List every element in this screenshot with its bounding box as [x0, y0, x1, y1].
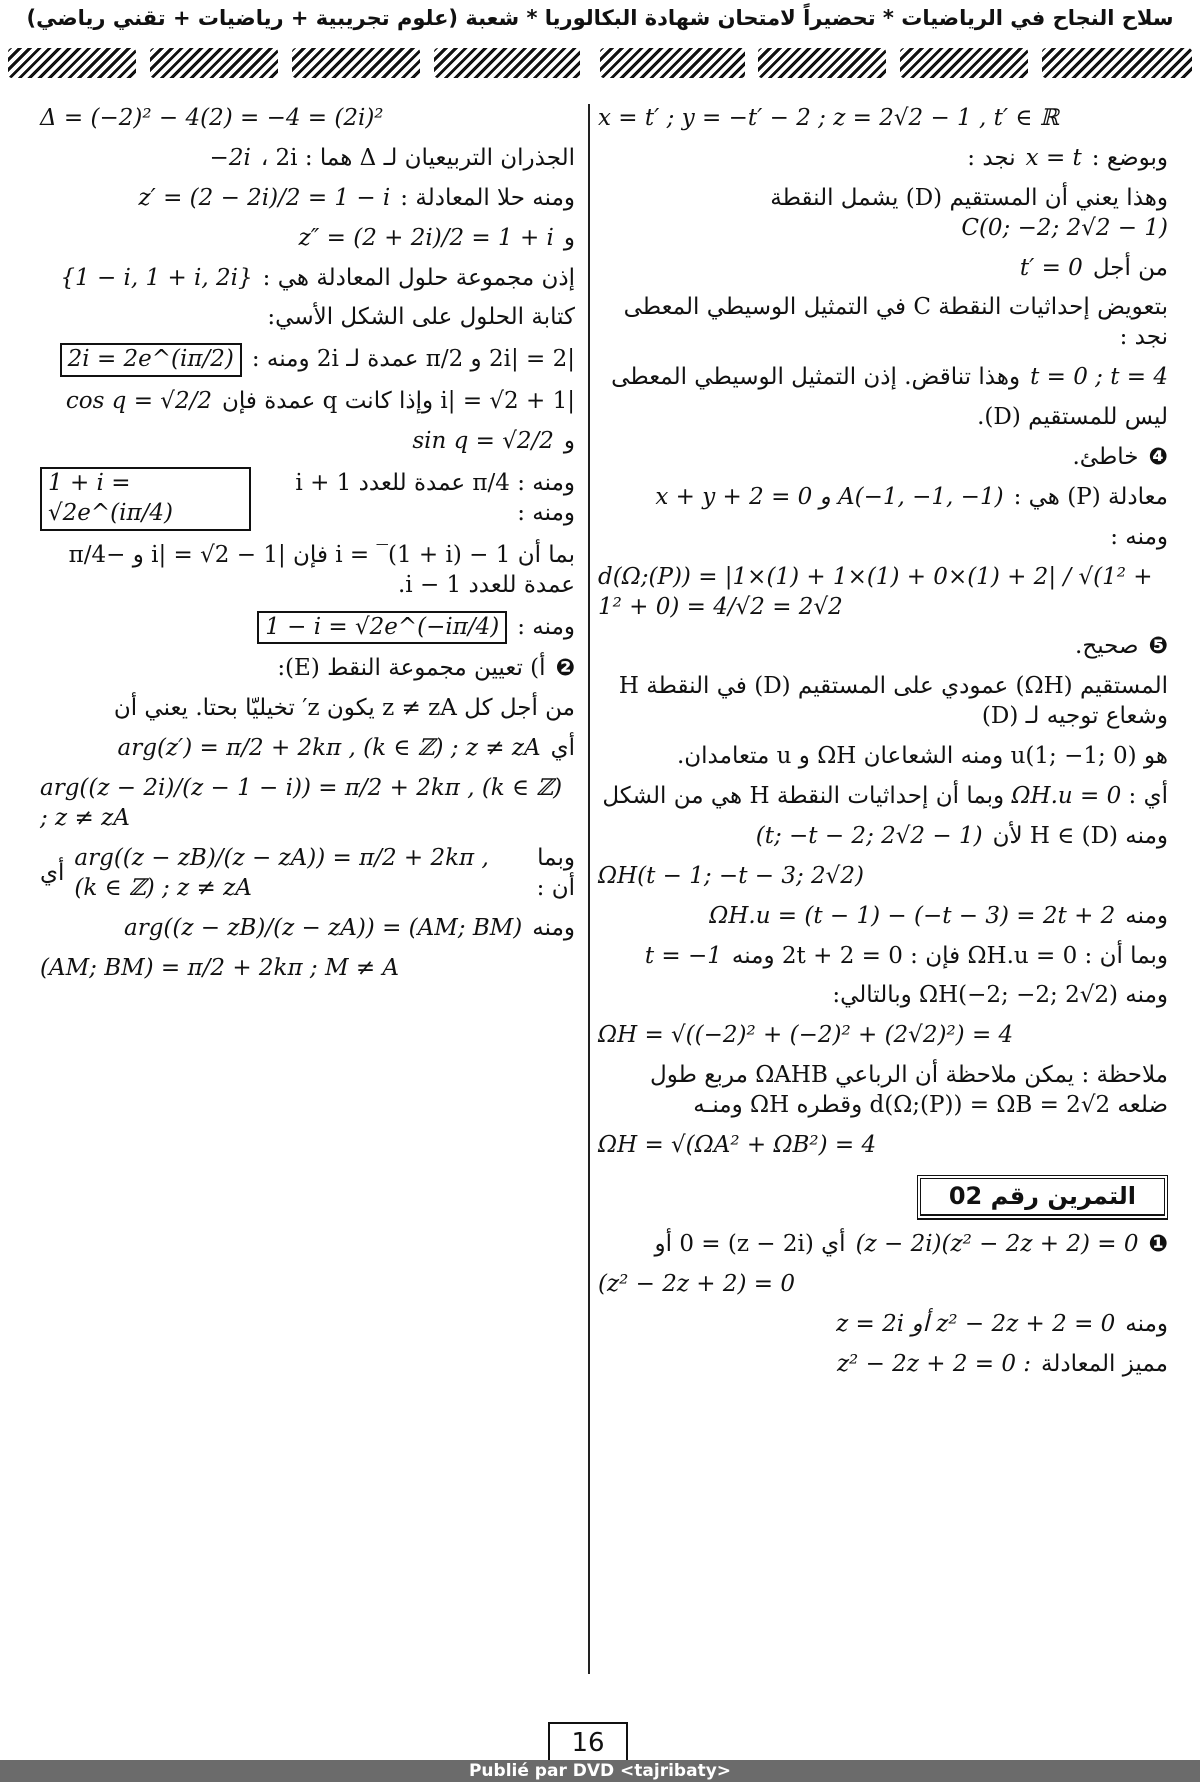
publisher-bar: Publié par DVD <tajribaty>	[0, 1760, 1200, 1782]
contradiction-line: t = 0 ; t = 4 وهذا تناقض. إذن التمثيل الوسيطي المعطى	[611, 364, 1168, 391]
solutions-split: ومنه z = 2i أو z² − 2z + 2 = 0	[836, 1310, 1168, 1337]
orthogonal-vectors-text: هو u(1; −1; 0) ومنه الشعاعان ΩH و u متعامدان.	[676, 743, 1168, 770]
not-representation-text: ليس للمستقيم (D).	[977, 404, 1168, 431]
equation-factored: ❶ (z − 2i)(z² − 2z + 2) = 0 أي (z − 2i) = 0 أو	[654, 1231, 1168, 1258]
arg-angle-equality: ومنه arg((z − zB)/(z − zA)) = (AM; BM)	[123, 914, 575, 941]
omega-h-diagonal: ΩH = √(ΩA² + ΩB²) = 4	[598, 1132, 877, 1159]
exp-form-1-minus-i: ومنه : 1 − i = √2e^(−iπ/4)	[40, 611, 575, 645]
column-divider	[588, 104, 590, 1674]
vector-result-line: ومنه ΩH(−2; −2; 2√2) وبالتالي:	[832, 982, 1168, 1009]
exercise-02-title: التمرين رقم 02	[917, 1175, 1168, 1220]
line-contains-point: وهذا يعني أن المستقيم (D) يشمل النقطة C(0; −2; 2√2 − 1)	[770, 184, 1168, 241]
omega-h-length: ΩH = √((−2)² + (−2)² + (2√2)²) = 4	[598, 1022, 1014, 1049]
arg-zb-za-system: وبما أن : arg((z − zB)/(z − zA)) = π/2 + 2kπ , (k ∈ ℤ) ; z ≠ zA أي	[40, 844, 575, 901]
solve-t-line: وبما أن : ΩH.u = 0 فإن : 2t + 2 = 0 ومنه t = −1	[644, 942, 1168, 969]
for-t-prime-zero: من أجل t′ = 0	[1019, 254, 1168, 281]
square-roots-line: الجذران التربيعيان لـ Δ هما : 2i ، −2i	[209, 144, 575, 171]
header-stripe-2	[150, 48, 278, 78]
substitute-point-text: بتعويض إحداثيات النقطة C في التمثيل الوسيطي المعطى نجد :	[623, 294, 1168, 351]
pure-imaginary-text: من أجل كل z ≠ zA يكون z′ تخيليّا بحتا. يعني أن	[113, 695, 575, 722]
solution-z-prime: ومنه حلا المعادلة : z′ = (2 − 2i)/2 = 1 − i	[138, 184, 575, 211]
exponential-form-heading: كتابة الحلول على الشكل الأسي:	[267, 304, 575, 331]
discriminant-value: Δ = (−2)² − 4(2) = −4 = (2i)²	[40, 105, 384, 131]
page-number: 16	[548, 1722, 628, 1764]
header-stripe-4	[434, 48, 580, 78]
vector-omega-h: ΩH(t − 1; −t − 3; 2√2)	[598, 862, 864, 889]
cos-q-line: |1 + i| = √2 وإذا كانت q عمدة فإن cos q = √2/2	[65, 388, 575, 415]
page-header-title: سلاح النجاح في الرياضيات * تحضيراً لامتحان شهادة البكالوريا * شعبة (علوم تجريبية + رياضيات + تقني رياضي)	[26, 6, 1174, 30]
header-stripe-3	[292, 48, 420, 78]
note-square-text: ملاحظة : يمكن ملاحظة أن الرباعي ΩAHB مربع طول ضلعه d(Ω;(P)) = ΩB = 2√2 وقطره ΩH ومنـه	[650, 1062, 1168, 1119]
solution-z-double-prime: و z″ = (2 + 2i)/2 = 1 + i	[298, 224, 575, 251]
param-system: x = t′ ; y = −t′ − 2 ; z = 2√2 − 1 , t′ ∈ ℝ	[598, 105, 1059, 131]
quadratic-factor: (z² − 2z + 2) = 0	[598, 1271, 795, 1298]
arg-z-prime-system: أي arg(z′) = π/2 + 2kπ , (k ∈ ℤ) ; z ≠ zA	[117, 735, 575, 762]
perpendicular-text: المستقيم (ΩH) عمودي على المستقيم (D) في النقطة H وشعاع توجيه لـ (D)	[618, 673, 1168, 730]
header-stripe-6	[758, 48, 886, 78]
distance-formula: d(Ω;(P)) = |1×(1) + 1×(1) + 0×(1) + 2| / √(1² + 1² + 0) = 4/√2 = 2√2	[598, 563, 1153, 620]
item-4-false: ❹ خاطئ.	[1072, 444, 1168, 471]
dot-product-line: ومنه ΩH.u = (t − 1) − (−t − 3) = 2t + 2	[709, 902, 1168, 929]
item-5-true: ❺ صحيح.	[1075, 633, 1168, 660]
dot-product-zero-line: أي : ΩH.u = 0 وبما أن إحداثيات النقطة H هي من الشكل	[602, 783, 1168, 810]
header-stripe-5	[600, 48, 745, 78]
conjugate-text: بما أن 1 − i = ‾(1 + i) فإن |1 − i| = √2 و −π/4 عمدة للعدد 1 − i.	[68, 541, 575, 598]
exp-form-1-plus-i: ومنه : π/4 عمدة للعدد 1 + i ومنه : 1 + i = √2e^(iπ/4)	[40, 467, 575, 531]
header-stripe-8	[1042, 48, 1192, 78]
substitution-line: وبوضع : x = t نجد :	[967, 144, 1168, 171]
header-stripe-7	[900, 48, 1028, 78]
discriminant-label: مميز المعادلة z² − 2z + 2 = 0 :	[836, 1350, 1168, 1377]
point-h-form-line: ومنه H ∈ (D) لأن (t; −t − 2; 2√2 − 1)	[755, 822, 1168, 849]
arg-quotient-system: arg((z − 2i)/(z − 1 − i)) = π/2 + 2kπ , (k ∈ ℤ) ; z ≠ zA	[40, 775, 563, 832]
angle-system: (AM; BM) = π/2 + 2kπ ; M ≠ A	[40, 954, 400, 981]
sin-q-line: و sin q = √2/2	[412, 428, 575, 455]
solution-set-line: إذن مجموعة حلول المعادلة هي : {1 − i, 1 + i, 2i}	[60, 264, 575, 291]
right-column	[598, 104, 1168, 1390]
plane-equation-line: معادلة (P) هي : x + y + 2 = 0 و A(−1, −1, −1)	[655, 483, 1168, 510]
therefore-label: ومنه :	[1110, 523, 1168, 550]
left-column	[40, 104, 575, 993]
item-2-heading: ❷ أ) تعيين مجموعة النقط (E):	[277, 655, 575, 682]
exp-form-2i: |2i| = 2 و π/2 عمدة لـ 2i ومنه : 2i = 2e^(iπ/2)	[40, 343, 575, 377]
header-stripe-1	[8, 48, 136, 78]
